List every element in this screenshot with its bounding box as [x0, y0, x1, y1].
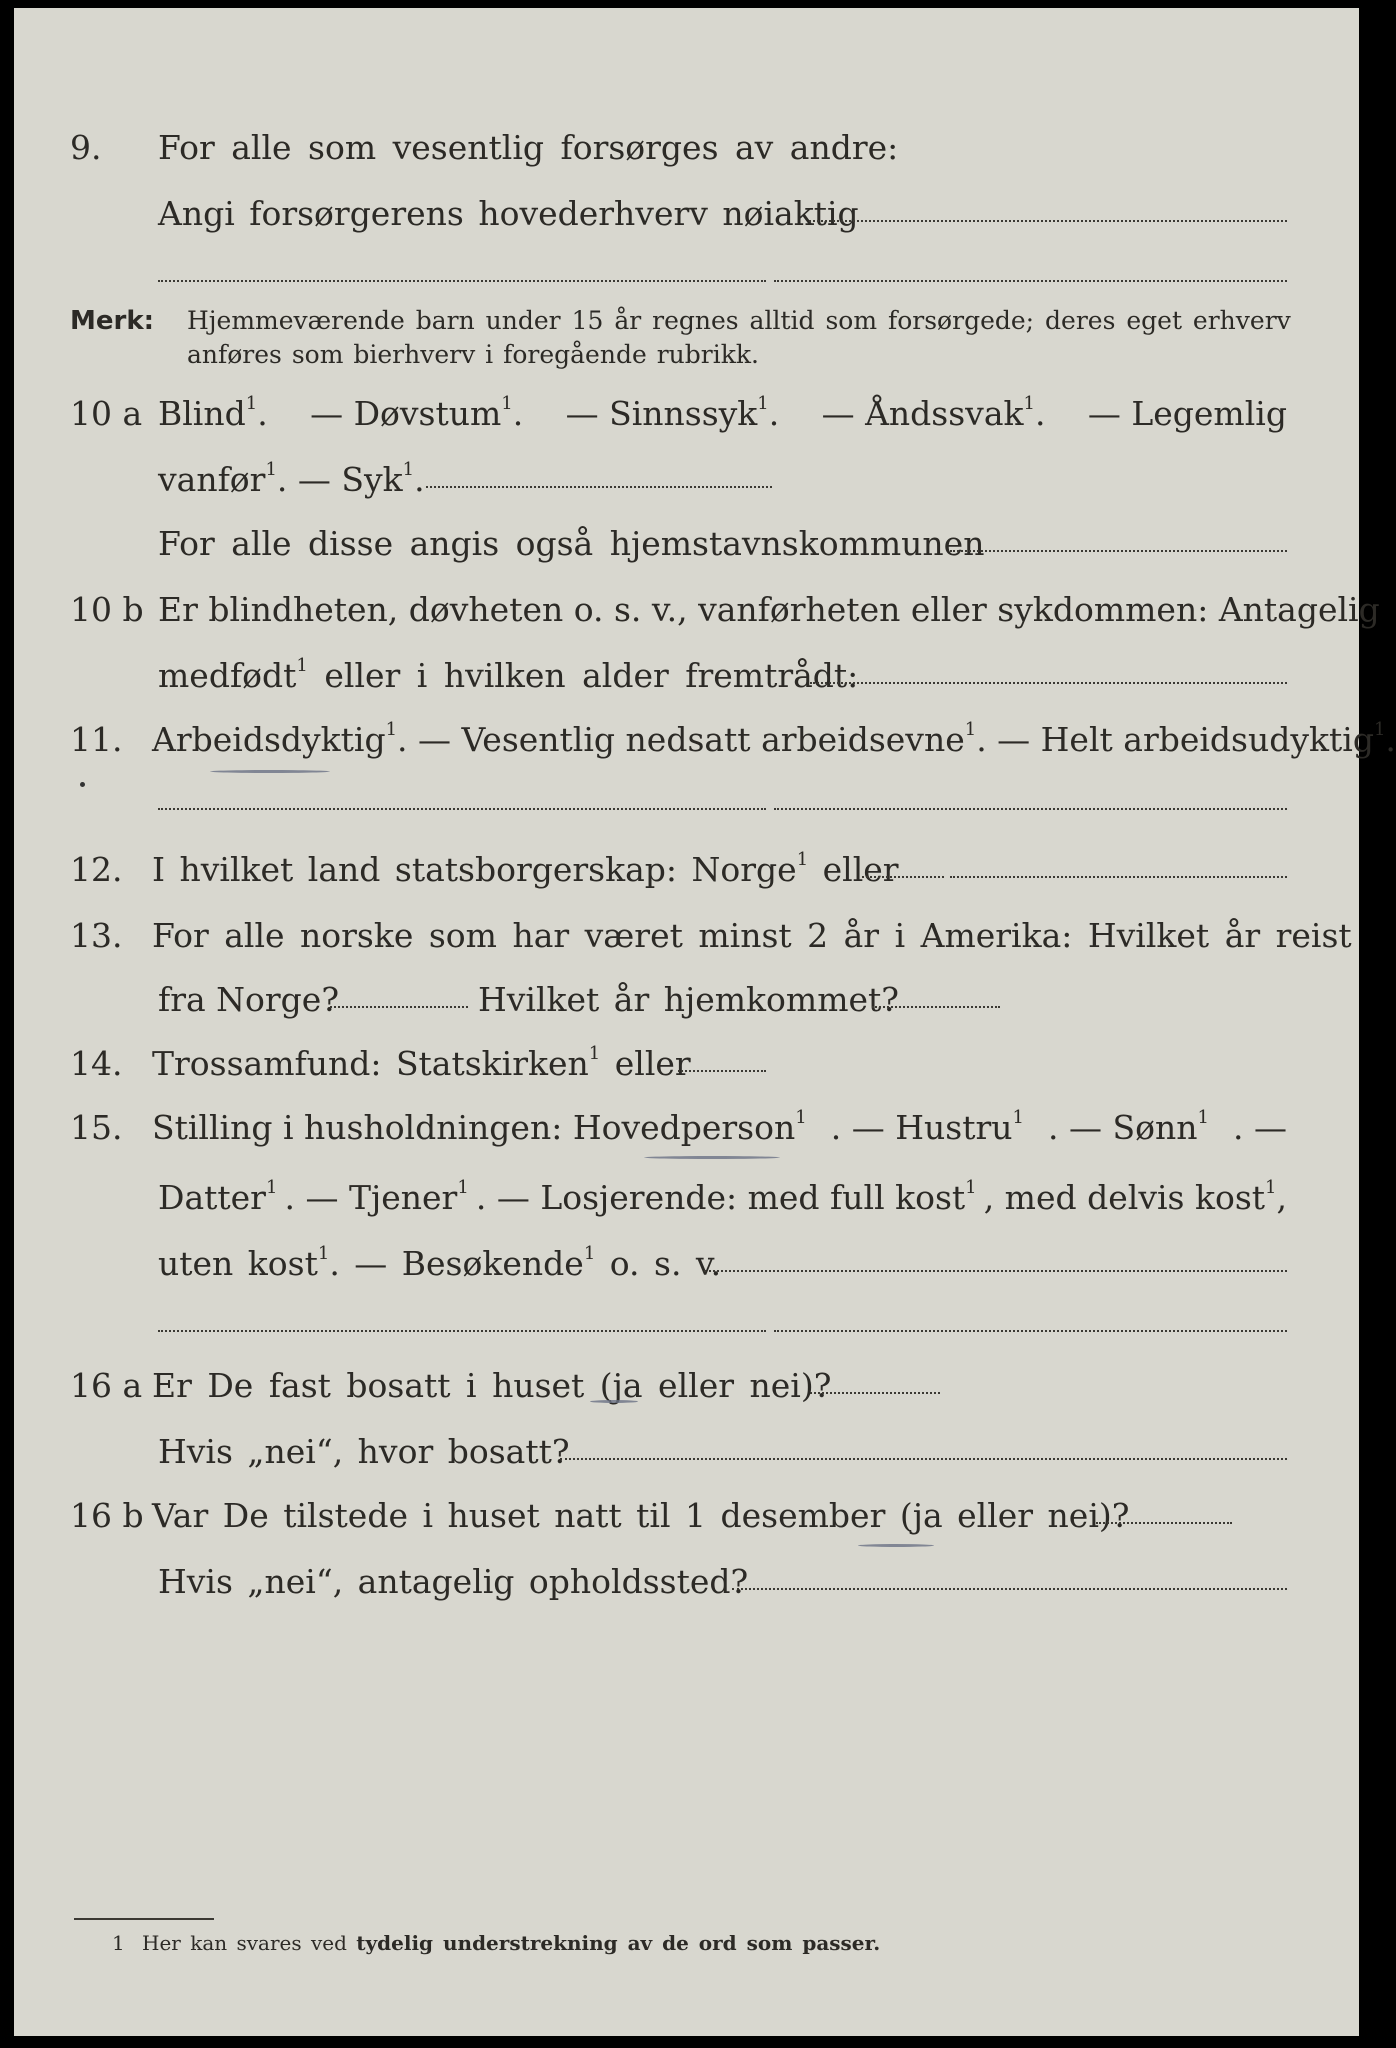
household-role-options	[158, 1176, 1287, 1220]
question-16b-line-2	[14, 1560, 1359, 1604]
question-text: Trossamfund: Statskirken$^1$ eller	[152, 1043, 691, 1083]
question-number: 10 a	[70, 394, 143, 433]
answer-line[interactable]	[950, 550, 1287, 552]
question-15-line-1	[14, 1106, 1359, 1150]
footnote	[14, 1926, 1359, 1960]
question-10a-line-2	[14, 458, 1359, 502]
option-sinnssyk[interactable]: — Sinnssyk$^1$.	[565, 393, 780, 433]
option-sonn[interactable]: . — Sønn$^1$	[1048, 1107, 1209, 1147]
question-number: 11.	[70, 720, 123, 759]
question-text: Er blindheten, døvheten o. s. v., vanførheten eller sykdommen: Antagelig	[158, 590, 1380, 629]
question-number: 16 b	[70, 1496, 144, 1535]
condition-options	[158, 392, 1287, 436]
option-delvis-kost[interactable]: , med delvis kost$^1$,	[983, 1177, 1287, 1217]
question-number: 14.	[70, 1044, 123, 1083]
question-11-line-1	[14, 718, 1396, 762]
question-text: For alle norske som har været minst 2 år i Amerika: Hvilket år reist	[152, 916, 1352, 955]
question-13-line-2	[14, 978, 1359, 1022]
note-text: Hjemmeværende barn under 15 år regnes alltid som forsørgede; deres eget erhverv	[187, 306, 1291, 335]
question-text: I hvilket land statsborgerskap: Norge$^1$ eller	[152, 849, 899, 889]
question-text: For alle disse angis også hjemstavnskommunen	[158, 524, 985, 563]
question-9-line-1	[14, 126, 1359, 170]
answer-line[interactable]	[950, 876, 1287, 878]
answer-line[interactable]	[158, 1330, 766, 1332]
answer-line[interactable]	[862, 876, 944, 878]
question-number: 16 a	[70, 1366, 143, 1405]
ink-dot	[80, 782, 85, 787]
note-label: Merk:	[70, 306, 155, 336]
question-13-line-1	[14, 914, 1359, 958]
question-text: Hvis „nei“, hvor bosatt?	[158, 1432, 570, 1471]
question-number: 9.	[70, 128, 102, 167]
question-number: 15.	[70, 1108, 123, 1147]
question-number: 10 b	[70, 590, 144, 629]
question-15-line-3	[14, 1242, 1359, 1286]
option-hovedperson[interactable]: Stilling i husholdningen: Hovedperson$^1$	[152, 1107, 807, 1147]
option-losjerende-full-kost[interactable]: . — Losjerende: med full kost$^1$	[475, 1177, 977, 1217]
answer-line[interactable]	[809, 220, 1287, 222]
answer-line[interactable]	[810, 1392, 940, 1394]
question-16a-line-1	[14, 1364, 1359, 1408]
question-number: 13.	[70, 916, 123, 955]
question-text: Hvilket år hjemkommet?	[478, 980, 899, 1019]
option-dovstum[interactable]: — Døvstum$^1$.	[310, 393, 524, 433]
question-15-line-2	[14, 1176, 1359, 1220]
question-10a-line-3	[14, 522, 1359, 566]
answer-line[interactable]	[872, 1006, 1000, 1008]
question-text: Angi forsørgerens hovederhverv nøiaktig	[158, 194, 859, 233]
census-form-page	[14, 8, 1396, 2036]
work-ability-options[interactable]: Arbeidsdyktig$^1$. — Vesentlig nedsatt arbeidsevne$^1$. — Helt arbeidsudyktig$^1$.	[152, 719, 1396, 759]
question-10b-line-1	[14, 588, 1380, 632]
option-datter[interactable]: Datter$^1$	[158, 1177, 278, 1217]
question-12-line-1	[14, 848, 1359, 892]
answer-line[interactable]	[158, 280, 766, 282]
footnote-text: Her kan svares ved tydelig understrekning av de ord som passer.	[142, 1931, 881, 1955]
question-16b-line-1	[14, 1494, 1359, 1538]
answer-line[interactable]	[704, 1270, 1287, 1272]
question-14-line-1	[14, 1042, 1359, 1086]
pen-underline-mark	[858, 1544, 934, 1547]
answer-line[interactable]	[678, 1070, 766, 1072]
answer-line[interactable]	[810, 682, 1287, 684]
question-text: medfødt$^1$ eller i hvilken alder fremtrådt:	[158, 655, 859, 695]
note-text: anføres som bierhverv i foregående rubrikk.	[187, 340, 759, 369]
pen-underline-mark	[210, 770, 330, 773]
question-9-line-2	[14, 192, 1359, 236]
household-role-options	[152, 1106, 1287, 1150]
household-role-options[interactable]: uten kost$^1$. — Besøkende$^1$ o. s. v.	[158, 1243, 722, 1283]
answer-line[interactable]	[1096, 1522, 1232, 1524]
option-andssvak[interactable]: — Åndssvak$^1$.	[821, 393, 1046, 433]
question-10a-line-1	[14, 392, 1359, 436]
pen-underline-mark	[590, 1400, 638, 1403]
question-text: fra Norge?	[158, 980, 340, 1019]
pen-underline-mark	[644, 1156, 780, 1159]
answer-line[interactable]	[560, 1458, 1287, 1460]
option-dash: . —	[1232, 1108, 1287, 1147]
answer-line[interactable]	[774, 808, 1287, 810]
answer-line[interactable]	[330, 1006, 468, 1008]
option-vanfor-syk[interactable]: vanfør$^1$. — Syk$^1$.	[158, 459, 425, 499]
answer-line[interactable]	[774, 280, 1287, 282]
option-hustru[interactable]: . — Hustru$^1$	[830, 1107, 1024, 1147]
question-text: Hvis „nei“, antagelig opholdssted?	[158, 1562, 749, 1601]
question-number: 12.	[70, 850, 123, 889]
question-16a-line-2	[14, 1430, 1359, 1474]
question-10b-line-2	[14, 654, 1359, 698]
answer-line[interactable]	[732, 1588, 1287, 1590]
footnote-mark: 1	[112, 1931, 125, 1955]
question-text: Var De tilstede i huset natt til 1 desember (ja eller nei)?	[152, 1496, 1130, 1535]
option-tjener[interactable]: . — Tjener$^1$	[284, 1177, 469, 1217]
note-line-2	[14, 338, 1359, 382]
question-text: For alle som vesentlig forsørges av andre:	[158, 128, 899, 167]
answer-line[interactable]	[158, 808, 766, 810]
option-legemlig[interactable]: — Legemlig	[1087, 394, 1287, 433]
answer-line[interactable]	[774, 1330, 1287, 1332]
footnote-rule	[74, 1918, 214, 1920]
question-text: Er De fast bosatt i huset (ja eller nei)?	[152, 1366, 832, 1405]
option-blind[interactable]: Blind$^1$.	[158, 393, 268, 433]
answer-line[interactable]	[426, 486, 772, 488]
